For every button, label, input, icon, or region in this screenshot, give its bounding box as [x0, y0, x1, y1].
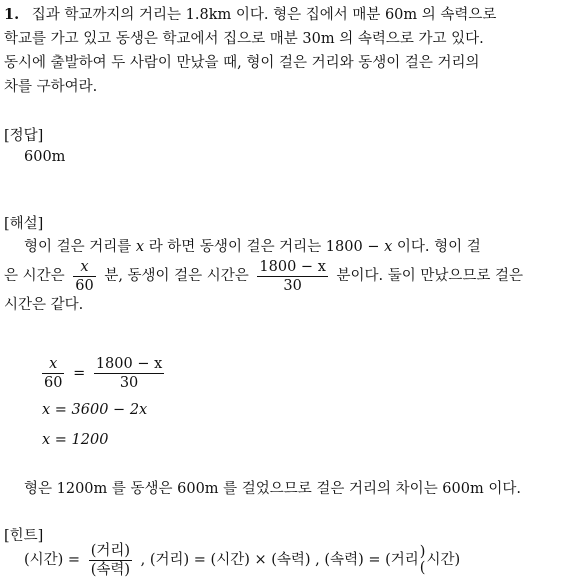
fraction-x-over-60 [73, 259, 95, 294]
equation-3: x = 1200 [42, 432, 109, 448]
expl-var-x: x [135, 239, 145, 255]
frac1-numerator: x [73, 259, 95, 277]
eq1-lhs-denominator: 60 [44, 375, 63, 391]
problem-line-2: 학교를 가고 있고 동생은 학교에서 집으로 매분 30m 의 속력으로 가고 있다. [4, 31, 484, 47]
eq1-lhs-numerator: x [42, 356, 64, 374]
hint-f1-denominator: (속력) [90, 561, 131, 578]
eq1-equals: = [73, 365, 86, 382]
problem-number: 1. [4, 6, 20, 23]
hint-line [24, 540, 460, 580]
hint-f2-numerator: ) [419, 544, 426, 560]
hint-fraction-1 [89, 543, 132, 578]
hint-text-3: 시간) [426, 552, 461, 568]
frac1-denominator: 60 [75, 277, 94, 294]
expl-var-x2: x [384, 239, 393, 255]
fraction-1800-minus-x-over-30 [257, 259, 327, 294]
frac2-denominator: 30 [283, 277, 302, 294]
hint-f1-numerator: (거리) [90, 542, 131, 559]
expl-text-1c: 이다. 형이 걸 [396, 239, 481, 255]
explanation-line-3: 시간은 같다. [4, 297, 84, 313]
explanation-conclusion: 형은 1200m 를 동생은 600m 를 걸었으므로 걸은 거리의 차이는 600m 이다. [24, 481, 521, 497]
frac2-numerator: 1800 − x [259, 258, 326, 275]
explanation-heading: [해설] [4, 216, 44, 232]
problem-text-1: 집과 학교까지의 거리는 1.8km 이다. 형은 집에서 매분 60m 의 속력으로 [31, 7, 497, 23]
answer-heading: [정답] [4, 128, 44, 144]
hint-text-1: (시간) = [24, 552, 81, 568]
explanation-line-1 [24, 238, 481, 256]
expl-text-1a: 형이 걸은 거리를 [24, 239, 132, 255]
equation-1 [38, 356, 168, 391]
problem-line-1 [4, 6, 496, 24]
eq1-lhs-fraction [42, 356, 64, 391]
hint-fraction-2 [420, 544, 426, 576]
equation-2: x = 3600 − 2x [42, 402, 148, 418]
explanation-line-2 [4, 256, 523, 296]
eq1-rhs-fraction [94, 356, 164, 391]
hint-text-2: , (거리) = (시간) × (속력) , (속력) = (거리 [140, 552, 419, 568]
expl-text-2a: 은 시간은 [4, 268, 65, 284]
problem-line-3: 동시에 출발하여 두 사람이 만났을 때, 형이 걸은 거리와 동생이 걸은 거리의 [4, 55, 480, 71]
expl-text-1b: 라 하면 동생이 걸은 거리는 1800 − [148, 239, 380, 255]
expl-text-2c: 분이다. 둘이 만났으므로 걸은 [336, 268, 524, 284]
eq1-rhs-numerator: 1800 − x [95, 356, 163, 372]
hint-heading: [힌트] [4, 528, 44, 544]
problem-line-4: 차를 구하여라. [4, 79, 98, 95]
hint-f2-denominator: ( [419, 560, 426, 576]
eq1-rhs-denominator: 30 [119, 375, 139, 391]
answer-value: 600m [24, 149, 66, 165]
expl-text-2b: 분, 동생이 걸은 시간은 [104, 268, 249, 284]
